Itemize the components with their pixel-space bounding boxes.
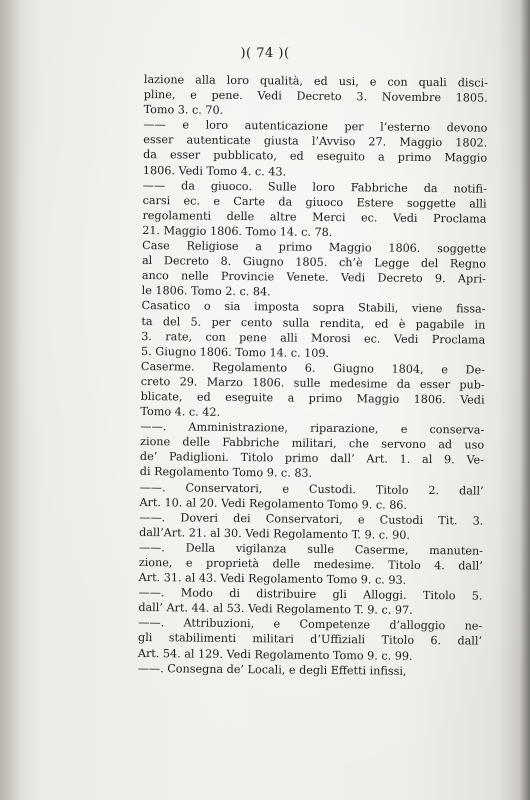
paragraph	[144, 72, 488, 121]
page-edge-shadow	[520, 0, 530, 800]
paragraph	[143, 117, 488, 181]
text-line: dall’Art. 21. al 30. Vedi Regolamento T. 9. c. 90.	[139, 525, 411, 542]
text-line: —— e loro autenticazione per l’esterno devono	[143, 118, 488, 135]
text-line: ——. Della vigilanza sulle Caserme, manuten-	[138, 540, 484, 558]
text-line: Caserme. Regolamento 6. Giugno 1804, e De-	[140, 359, 485, 377]
paragraph	[142, 238, 487, 302]
text-line: ——. Attribuzioni, e Competenze d’alloggio ne-	[138, 616, 483, 633]
text-line: zione delle Fabbriche militari, che servono ad uso	[140, 435, 485, 452]
page-number-header: )( 74 )(	[240, 46, 290, 61]
paragraph	[139, 480, 483, 514]
text-line: ——. Modo di distribuire gli Alloggi. Titolo 5.	[138, 586, 483, 603]
text-line: Art. 54. al 129. Vedi Regolamento Tomo 9. c. 99.	[137, 646, 413, 663]
text-line: regolamenti delle altre Merci ec. Vedi Proclama	[142, 208, 487, 226]
paragraph	[142, 178, 487, 242]
text-line: ta del 5. per cento sulla rendita, ed è pagabile in	[141, 314, 486, 332]
text-line: Tomo 3. c. 70.	[143, 103, 224, 118]
paragraph	[140, 359, 485, 423]
text-line: esser autenticate giusta l’Avviso 27. Maggio 1802.	[143, 133, 488, 150]
text-line: carsi ec. e Carte da giuoco Estere soggette alli	[142, 193, 487, 211]
text-line: di Regolamento Tomo 9. c. 83.	[139, 465, 313, 481]
text-line: Case Religiose a primo Maggio 1806. soggette	[142, 239, 487, 256]
text-line: creto 29. Marzo 1806. sulle medesime da esser pub-	[140, 374, 485, 392]
text-line: 5. Giugno 1806. Tomo 14. c. 109.	[141, 344, 330, 360]
text-line: 1806. Vedi Tomo 4. c. 43.	[142, 163, 287, 179]
text-line: blicate, ed eseguite a primo Maggio 1806. Vedi	[140, 389, 485, 407]
body-text	[138, 72, 488, 679]
paragraph	[139, 540, 483, 589]
text-line: Art. 10. al 20. Vedi Regolamento Tomo 9. c. 86.	[139, 495, 408, 512]
text-line: pline, e pene. Vedi Decreto 3. Novembre 1805.	[143, 88, 488, 105]
text-line: 3. rate, con pene alli Morosi ec. Vedi Proclama	[141, 329, 486, 347]
text-line: gli stabilimenti militari d’Uffiziali Titolo 6. dall’	[138, 631, 483, 649]
text-line: Casatico o sia imposta sopra Stabili, viene fissa-	[141, 299, 486, 316]
paragraph	[138, 585, 482, 619]
paragraph	[140, 419, 485, 483]
binding-shadow	[0, 0, 22, 800]
text-line: 21. Maggio 1806. Tomo 14. c. 78.	[142, 223, 333, 239]
paragraph	[138, 661, 482, 680]
text-line: ——. Doveri dei Conservatori, e Custodi Tit. 3.	[139, 510, 484, 528]
text-line: zione, e proprietà delle medesime. Titolo 4. dall’	[138, 555, 483, 573]
text-line: le 1806. Tomo 2. c. 84.	[141, 284, 271, 299]
text-line: anco nelle Provincie Venete. Vedi Decreto 9. Apri-	[141, 269, 486, 286]
paragraph	[138, 615, 482, 664]
text-line: da esser pubblicato, ed eseguito a primo Maggio	[143, 148, 488, 166]
text-line: lazione alla loro qualità, ed usi, e con quali disci-	[143, 72, 488, 90]
text-line: al Decreto 8. Giugno 1805. ch’è Legge del Regno	[141, 254, 487, 271]
text-line: ——. Conservatori, e Custodi. Titolo 2. dall’	[139, 480, 484, 498]
text-line: —— da giuoco. Sulle loro Fabbriche da notifi-	[142, 178, 487, 196]
text-line: ——. Amministrazione, riparazione, e conserva-	[140, 420, 485, 437]
text-line: ——. Consegna de’ Locali, e degli Effetti infissi,	[137, 661, 407, 678]
text-line: dall’ Art. 44. al 53. Vedi Regolamento T. 9. c. 97.	[138, 601, 413, 618]
text-line: de’ Padiglioni. Titolo primo dall’ Art. 1. al 9. Ve-	[139, 450, 485, 467]
text-line: Tomo 4. c. 42.	[140, 405, 221, 419]
paragraph	[141, 298, 486, 362]
text-line: Art. 31. al 43. Vedi Regolamento Tomo 9. c. 93.	[138, 571, 407, 587]
paragraph	[139, 510, 483, 544]
